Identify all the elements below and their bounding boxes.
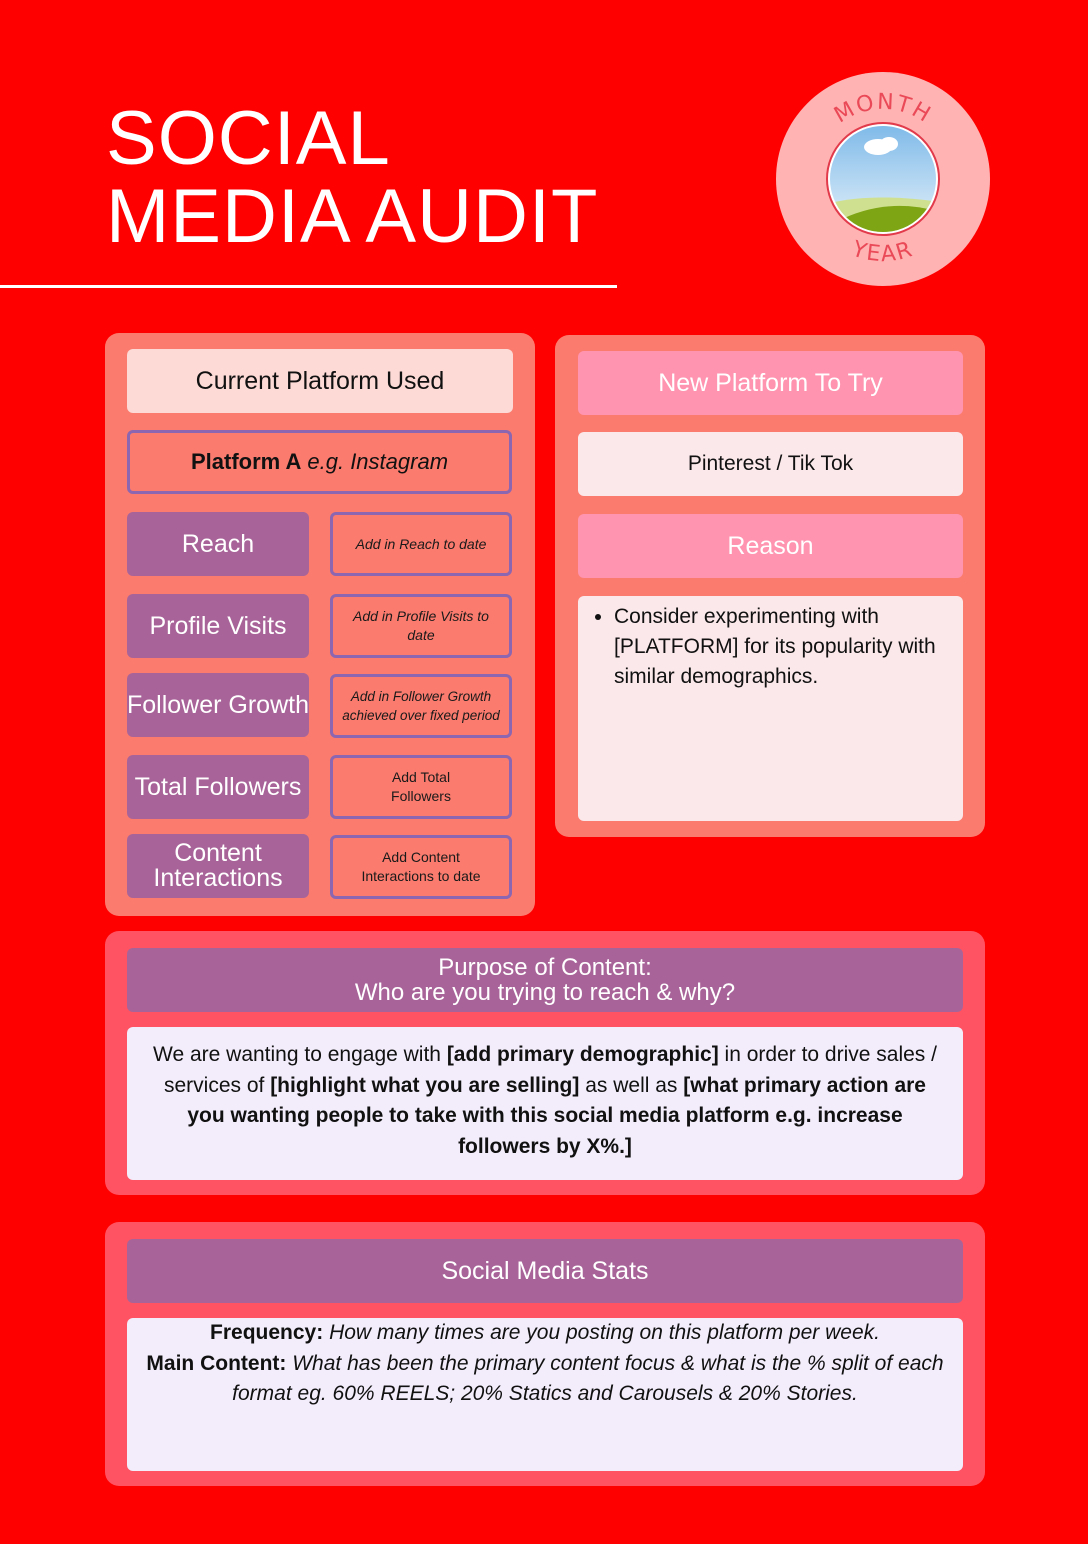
- note-follower-growth[interactable]: Add in Follower Growth achieved over fixed period: [330, 674, 512, 738]
- current-platform-header: Current Platform Used: [127, 349, 513, 413]
- purpose-placeholder-demographic: [add primary demographic]: [446, 1043, 719, 1066]
- new-platform-value[interactable]: Pinterest / Tik Tok: [578, 432, 963, 496]
- title-divider: [0, 285, 617, 288]
- note-total-followers[interactable]: Add Total Followers: [330, 755, 512, 819]
- reason-box[interactable]: [578, 596, 963, 821]
- purpose-text-3: as well as: [579, 1073, 684, 1097]
- title-line-1: SOCIAL: [106, 96, 391, 181]
- stats-header: Social Media Stats: [127, 1239, 963, 1303]
- badge-year-text: YEAR: [849, 236, 917, 268]
- title-line-2: MEDIA AUDIT: [106, 174, 599, 259]
- metric-total-followers: Total Followers: [127, 755, 309, 819]
- metric-reach: Reach: [127, 512, 309, 576]
- landscape-icon: [826, 122, 940, 236]
- purpose-header-line-2: Who are you trying to reach & why?: [354, 979, 736, 1006]
- note-reach[interactable]: Add in Reach to date: [330, 512, 512, 576]
- metric-follower-growth: Follower Growth: [127, 673, 309, 737]
- frequency-line: [145, 1318, 945, 1349]
- reason-header: Reason: [578, 514, 963, 578]
- platform-example: e.g. Instagram: [307, 449, 449, 474]
- month-year-badge: [776, 72, 990, 286]
- main-content-label: Main Content:: [146, 1351, 287, 1375]
- stats-body[interactable]: [127, 1318, 963, 1471]
- frequency-label: Frequency:: [210, 1321, 324, 1344]
- purpose-header-line-1: Purpose of Content:: [438, 954, 652, 981]
- purpose-text-1: We are wanting to engage with: [153, 1043, 447, 1066]
- purpose-text-2: in order to drive sales / services of: [163, 1043, 937, 1097]
- metric-profile-visits: Profile Visits: [127, 594, 309, 658]
- new-platform-header: New Platform To Try: [578, 351, 963, 415]
- purpose-placeholder-action: [what primary action are you wanting people to take with this social media platform e.g. increase followers by X%.]: [187, 1073, 926, 1158]
- purpose-header: [127, 948, 963, 1012]
- purpose-body[interactable]: [127, 1027, 963, 1180]
- metric-content-interactions: Content Interactions: [127, 834, 309, 898]
- note-profile-visits[interactable]: Add in Profile Visits to date: [330, 594, 512, 658]
- main-content-text: What has been the primary content focus & what is the % split of each format eg. 60% REELS; 20% Statics and Carousels & 20% Stories.: [232, 1351, 944, 1405]
- note-content-interactions[interactable]: Add Content Interactions to date: [330, 835, 512, 899]
- reason-bullet: • Consider experimenting with [PLATFORM] for its popularity with similar demographics.: [614, 602, 947, 692]
- badge-month-text: MONTH: [830, 89, 937, 129]
- purpose-placeholder-selling: [highlight what you are selling]: [270, 1073, 580, 1097]
- platform-name-box[interactable]: [127, 430, 512, 494]
- platform-label: Platform A: [190, 449, 302, 474]
- main-content-line: [145, 1349, 945, 1410]
- frequency-text: How many times are you posting on this platform per week.: [329, 1321, 880, 1344]
- page-title: [106, 96, 599, 259]
